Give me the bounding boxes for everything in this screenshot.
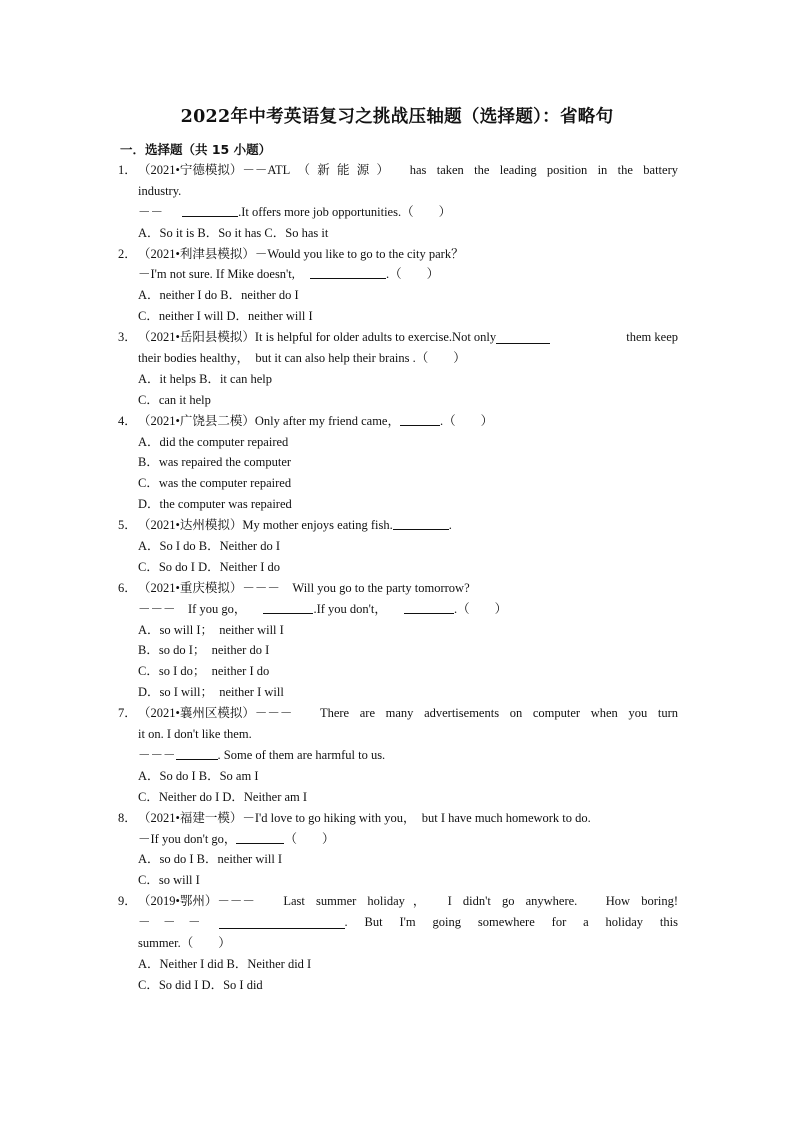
section-heading: 一．选择题（共 15 小题） (120, 142, 272, 157)
question-number: 8． (118, 810, 137, 825)
answer-blank (236, 831, 284, 844)
question-line: industry. (138, 183, 182, 198)
question-text: It is helpful for older adults to exercise.Not only (254, 330, 497, 345)
question-6 (118, 578, 678, 703)
question-line (118, 244, 678, 265)
question-source: （2021•利津县模拟） (138, 246, 255, 261)
question-source: （2021•重庆模拟） (138, 580, 243, 595)
dialogue-dash: －－ (138, 204, 164, 219)
question-7 (118, 703, 678, 807)
dialogue-dash: －－－ (138, 747, 176, 762)
question-line (118, 599, 678, 620)
question-line (118, 703, 678, 724)
question-line (118, 829, 678, 850)
option-line: A．did the computer repaired (138, 434, 289, 449)
question-9 (118, 891, 678, 995)
question-source: （2021•福建一模） (138, 810, 243, 825)
answer-blank (404, 601, 454, 614)
question-3 (118, 327, 678, 411)
question-text: －I'd love to go hiking with you， but I have much homework to do. (242, 810, 591, 825)
question-line (118, 515, 678, 536)
question-line (118, 160, 678, 181)
option-line: A．it helps B．it can help (138, 371, 273, 386)
question-text: （ ） (284, 831, 335, 846)
question-number: 9． (118, 894, 137, 909)
document-title: 2022年中考英语复习之挑战压轴题（选择题）：省略句 (180, 107, 614, 127)
question-line (118, 202, 678, 223)
question-text: .It offers more job opportunities.（ ） (238, 204, 452, 219)
question-number: 4． (118, 413, 137, 428)
answer-blank (496, 331, 550, 344)
question-line (118, 327, 678, 348)
question-line: their bodies healthy， but it can also help their brains .（ ） (138, 351, 466, 366)
option-line: C．Neither do I D．Neither am I (138, 789, 308, 804)
option-line: A．So do I B．So am I (138, 768, 259, 783)
option-line: C．so will I (138, 873, 200, 888)
question-source: （2021•岳阳县模拟） (138, 330, 255, 345)
question-text: －－－ There are many advertisements on computer when you turn (254, 706, 678, 721)
question-text: .（ ） (439, 413, 494, 428)
option-line: A．Neither I did B．Neither did I (138, 956, 312, 971)
option-line: C．neither I will D．neither will I (138, 309, 313, 324)
question-source: （2021•宁德模拟） (138, 163, 243, 177)
question-text: .If you don't， (313, 601, 387, 616)
question-text: －－－ Will you go to the party tomorrow? (242, 580, 470, 595)
question-line (118, 264, 678, 285)
answer-blank (219, 916, 345, 929)
question-line: summer.（ ） (138, 935, 231, 950)
question-list (118, 160, 678, 996)
question-text: . But I'm going somewhere for a holiday this (344, 915, 678, 930)
dialogue-dash: － － － (138, 915, 201, 930)
question-text: －If you don't go， (138, 831, 237, 846)
option-line: C．So do I D．Neither I do (138, 559, 280, 574)
question-text: . Some of them are harmful to us. (217, 747, 386, 762)
option-line: B．was repaired the computer (138, 455, 292, 470)
question-line (118, 411, 678, 432)
question-line (118, 745, 678, 766)
question-text: My mother enjoys eating fish. (242, 518, 393, 533)
question-line (118, 912, 678, 933)
question-number: 2． (118, 246, 137, 261)
option-line: A．so will I； neither will I (138, 622, 284, 637)
question-text: .（ ） (454, 601, 508, 616)
answer-blank (393, 517, 449, 530)
question-text: . (448, 518, 452, 533)
question-line (118, 808, 678, 829)
option-line: A．neither I do B．neither do I (138, 288, 299, 303)
option-line: C．can it help (138, 392, 211, 407)
question-source: （2021•襄州区模拟） (138, 706, 255, 721)
option-line: A．so do I B．neither will I (138, 852, 283, 867)
option-line: D．so I will； neither I will (138, 685, 284, 700)
question-4 (118, 411, 678, 515)
question-source: （2019•鄂州） (138, 894, 218, 909)
question-text: －I'm not sure. If Mike doesn't, (138, 267, 295, 282)
question-line: it on. I don't like them. (138, 727, 252, 742)
question-number: 1． (118, 163, 137, 177)
option-line: A．So it is B．So it has C．So has it (138, 225, 329, 240)
question-5 (118, 515, 678, 578)
question-text: －－－ If you go， (138, 601, 247, 616)
answer-blank (182, 204, 238, 217)
question-text: －－ATL（新能源） has taken the leading position in the battery (242, 163, 678, 177)
option-line: A．So I do B．Neither do I (138, 539, 280, 554)
question-source: （2021•广饶县二模） (138, 413, 255, 428)
option-line: B．so do I； neither do I (138, 643, 270, 658)
question-line (118, 578, 678, 599)
question-line (118, 891, 678, 912)
question-number: 5． (118, 518, 137, 533)
question-source: （2021•达州模拟） (138, 518, 243, 533)
question-8 (118, 808, 678, 892)
option-line: C．was the computer repaired (138, 476, 292, 491)
question-number: 7． (118, 706, 137, 721)
question-1 (118, 160, 678, 244)
question-number: 6． (118, 580, 137, 595)
answer-blank (176, 747, 218, 760)
option-line: C．so I do； neither I do (138, 664, 270, 679)
question-text: Only after my friend came， (254, 413, 400, 428)
question-text: －Would you like to go to the city park？ (254, 246, 464, 261)
question-text: them keep (626, 330, 678, 345)
answer-blank (400, 413, 440, 426)
question-text: .（ ） (386, 267, 440, 282)
answer-blank (310, 266, 386, 279)
answer-blank (263, 601, 313, 614)
option-line: D．the computer was repaired (138, 497, 292, 512)
question-number: 3． (118, 330, 137, 345)
question-2 (118, 244, 678, 328)
question-text: －－－ Last summer holiday， I didn't go anywhere. How boring! (217, 894, 678, 909)
option-line: C．So did I D．So I did (138, 977, 263, 992)
